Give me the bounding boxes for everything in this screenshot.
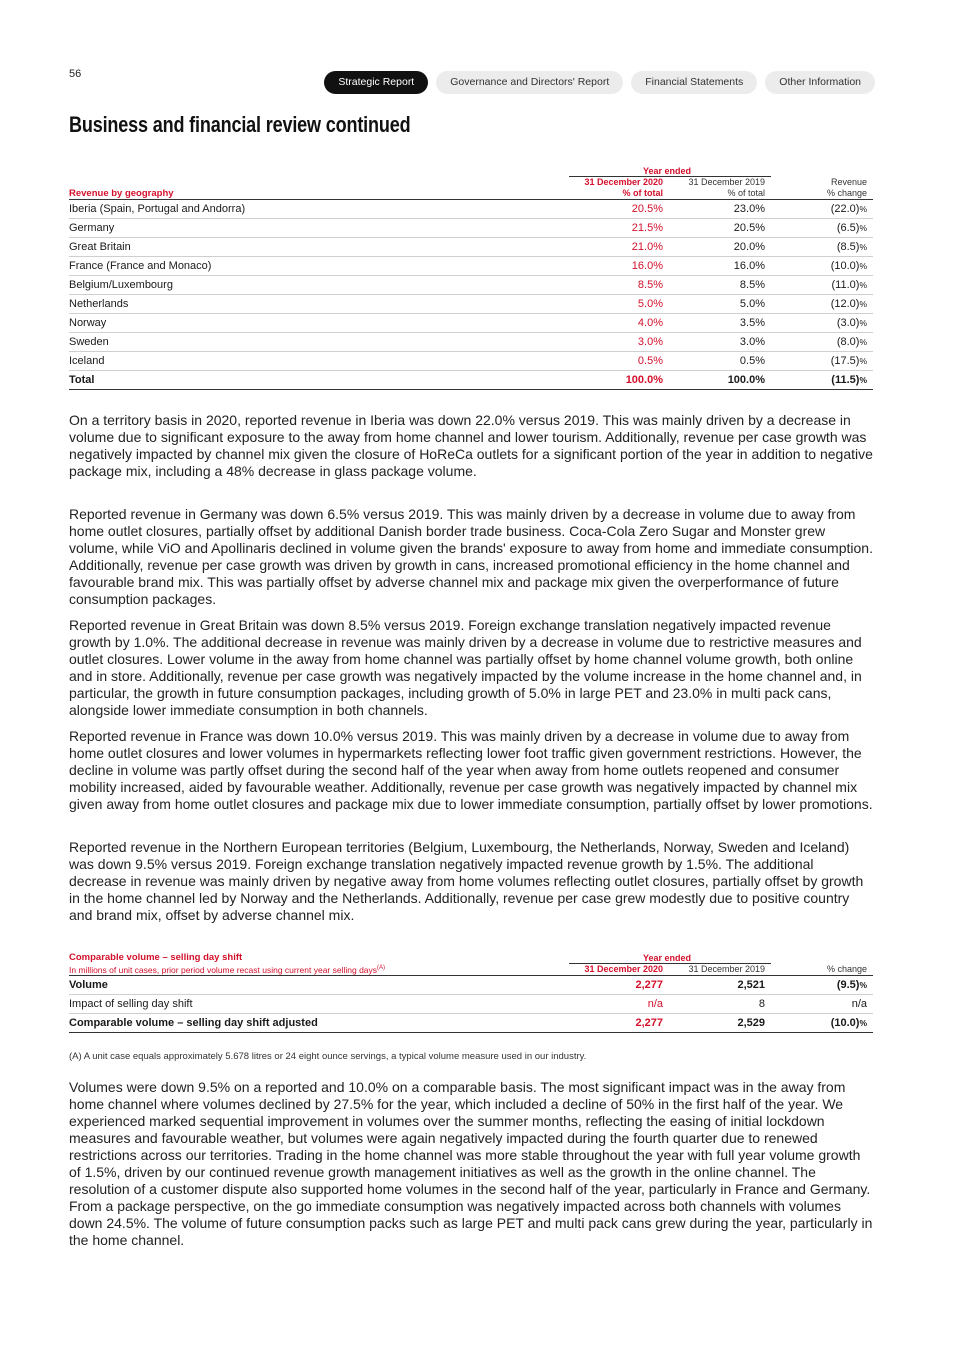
revenue-by-geography-table bbox=[69, 162, 873, 390]
table-row: Great Britain 21.0% 20.0% (8.5)% bbox=[69, 238, 873, 257]
comparable-volume-table bbox=[69, 949, 873, 1033]
col-change-subheader: % change bbox=[826, 188, 867, 198]
paragraph-iberia: On a territory basis in 2020, reported revenue in Iberia was down 22.0% versus 2019. This was mainly driven by a decrease in volume due to significant exposure to the away from home channel and lower tourism. Additionally, revenue per case growth was negatively impacted by channel mix given the closure of HoReCa outlets for a significant portion of the year in addition to negative package mix, including a 48% decrease in glass package volume. bbox=[69, 412, 873, 479]
paragraph-volumes: Volumes were down 9.5% on a reported and 10.0% on a comparable basis. The most significant impact was in the away from home channel where volumes declined by 27.5% for the year, which included a decline of 50% in the first half of the year. We experienced marked sequential improvement in volumes over the summer months, reflecting the easing of initial lockdown measures and favourable weather, but volumes were again negatively impacted during the fourth quarter due to renewed restrictions across our territories. Trading in the home channel was more stable throughout the year with full year volume growth of 1.5%, driven by our continued revenue growth management initiatives as well as the growth in the online channel. The resolution of a customer dispute also supported home volumes in the second half of the year, particularly in France and Germany. From a package perspective, on the go immediate consumption was negatively impacted across both channels with volumes down 24.5%. The volume of future consumption packs such as large PET and multi pack cans grew during the year, particularly in the home channel. bbox=[69, 1079, 873, 1248]
table-row: Iberia (Spain, Portugal and Andorra) 20.5% 23.0% (22.0)% bbox=[69, 200, 873, 219]
table-total-row: Comparable volume – selling day shift adjusted 2,277 2,529 (10.0)% bbox=[69, 1014, 873, 1033]
table-row: Sweden 3.0% 3.0% (8.0)% bbox=[69, 333, 873, 352]
page-title: Business and financial review continued bbox=[69, 112, 411, 137]
table-label: Revenue by geography bbox=[69, 188, 174, 199]
year-ended-header: Year ended bbox=[569, 949, 771, 964]
paragraph-germany: Reported revenue in Germany was down 6.5% versus 2019. This was mainly driven by a decrease in volume due to away from home outlet closures, partially offset by additional Danish border trade business. Coca-Cola Zero Sugar and Monster grew volume, while ViO and Apollinaris declined in volume given the brands' exposure to away from home and immediate consumption. Additionally, revenue per case growth was driven by growth in cans, increased promotional efficiency in the home channel and favourable brand mix. This was partially offset by adverse channel mix and package mix given the overperformance of future consumption packages. bbox=[69, 506, 873, 607]
table-row: Impact of selling day shift n/a 8 n/a bbox=[69, 995, 873, 1014]
section-nav bbox=[324, 71, 875, 94]
page-number: 56 bbox=[69, 68, 82, 80]
col-2019-header: 31 December 2019 bbox=[669, 964, 771, 976]
tab-other-information[interactable]: Other Information bbox=[765, 71, 875, 94]
table-row: Netherlands 5.0% 5.0% (12.0)% bbox=[69, 295, 873, 314]
footnote-marker: (A) bbox=[377, 964, 386, 971]
table-sublabel: In millions of unit cases, prior period volume recast using current year selling days bbox=[69, 964, 378, 975]
paragraph-northern-europe: Reported revenue in the Northern European territories (Belgium, Luxembourg, the Netherlands, Norway, Sweden and Iceland) was down 9.5% versus 2019. Foreign exchange translation negatively impacted revenue growth by 1.5%. The additional decrease in revenue was mainly driven by negative away from home volumes reflecting outlet closures, partially offset by growth in the home channel led by Norway and the Netherlands. Additionally, revenue per case grew modestly due to positive country and brand mix, offset by adverse channel mix. bbox=[69, 839, 864, 923]
table-row: Norway 4.0% 3.5% (3.0)% bbox=[69, 314, 873, 333]
paragraph-great-britain: Reported revenue in Great Britain was down 8.5% versus 2019. Foreign exchange translation negatively impacted revenue growth by 1.0%. The additional decrease in revenue was mainly driven by a decrease in volume due to restrictive measures and outlet closures. Lower volume in the away from home channel was partially offset by home channel volume growth, both online and in store. Additionally, revenue per case growth was negatively impacted by the volume increase in the home channel and, in particular, the growth in future consumption packages, including growth of 5.0% in large PET and 23.0% in multi pack cans, alongside lower immediate consumption in both channels. bbox=[69, 617, 862, 718]
tab-governance[interactable]: Governance and Directors' Report bbox=[436, 71, 623, 94]
table-row: France (France and Monaco) 16.0% 16.0% (10.0)% bbox=[69, 257, 873, 276]
col-2020-header: 31 December 2020 bbox=[569, 964, 669, 976]
table-row: Iceland 0.5% 0.5% (17.5)% bbox=[69, 352, 873, 371]
col-2020-header: 31 December 2020 bbox=[584, 177, 663, 187]
table-row: Volume 2,277 2,521 (9.5)% bbox=[69, 976, 873, 995]
paragraph-france: Reported revenue in France was down 10.0% versus 2019. This was mainly driven by a decrease in volume due to away from home outlet closures and lower volumes in hypermarkets reflecting lower foot traffic given government restrictions. However, the decline in volume was partly offset during the second half of the year when away from home outlets reopened and consumer mobility increased, aided by favourable weather. Additionally, revenue per case growth was negatively impacted by channel mix given away from home outlet closures and package mix due to lower immediate consumption, partially offset by lower promotions. bbox=[69, 728, 873, 812]
year-ended-header: Year ended bbox=[569, 162, 771, 177]
table-total-row: Total 100.0% 100.0% (11.5)% bbox=[69, 371, 873, 390]
tab-financial-statements[interactable]: Financial Statements bbox=[631, 71, 757, 94]
col-2019-header: 31 December 2019 bbox=[688, 177, 765, 187]
table-row: Belgium/Luxembourg 8.5% 8.5% (11.0)% bbox=[69, 276, 873, 295]
table-row: Germany 21.5% 20.5% (6.5)% bbox=[69, 219, 873, 238]
col-change-header: % change bbox=[771, 964, 873, 976]
col-2020-subheader: % of total bbox=[622, 188, 663, 198]
tab-strategic-report[interactable]: Strategic Report bbox=[324, 71, 428, 94]
col-2019-subheader: % of total bbox=[727, 188, 765, 198]
footnote: (A) A unit case equals approximately 5.678 litres or 24 eight ounce servings, a typical volume measure used in our industry. bbox=[69, 1051, 587, 1062]
col-change-header: Revenue bbox=[830, 177, 867, 187]
table-label: Comparable volume – selling day shift bbox=[69, 951, 243, 963]
